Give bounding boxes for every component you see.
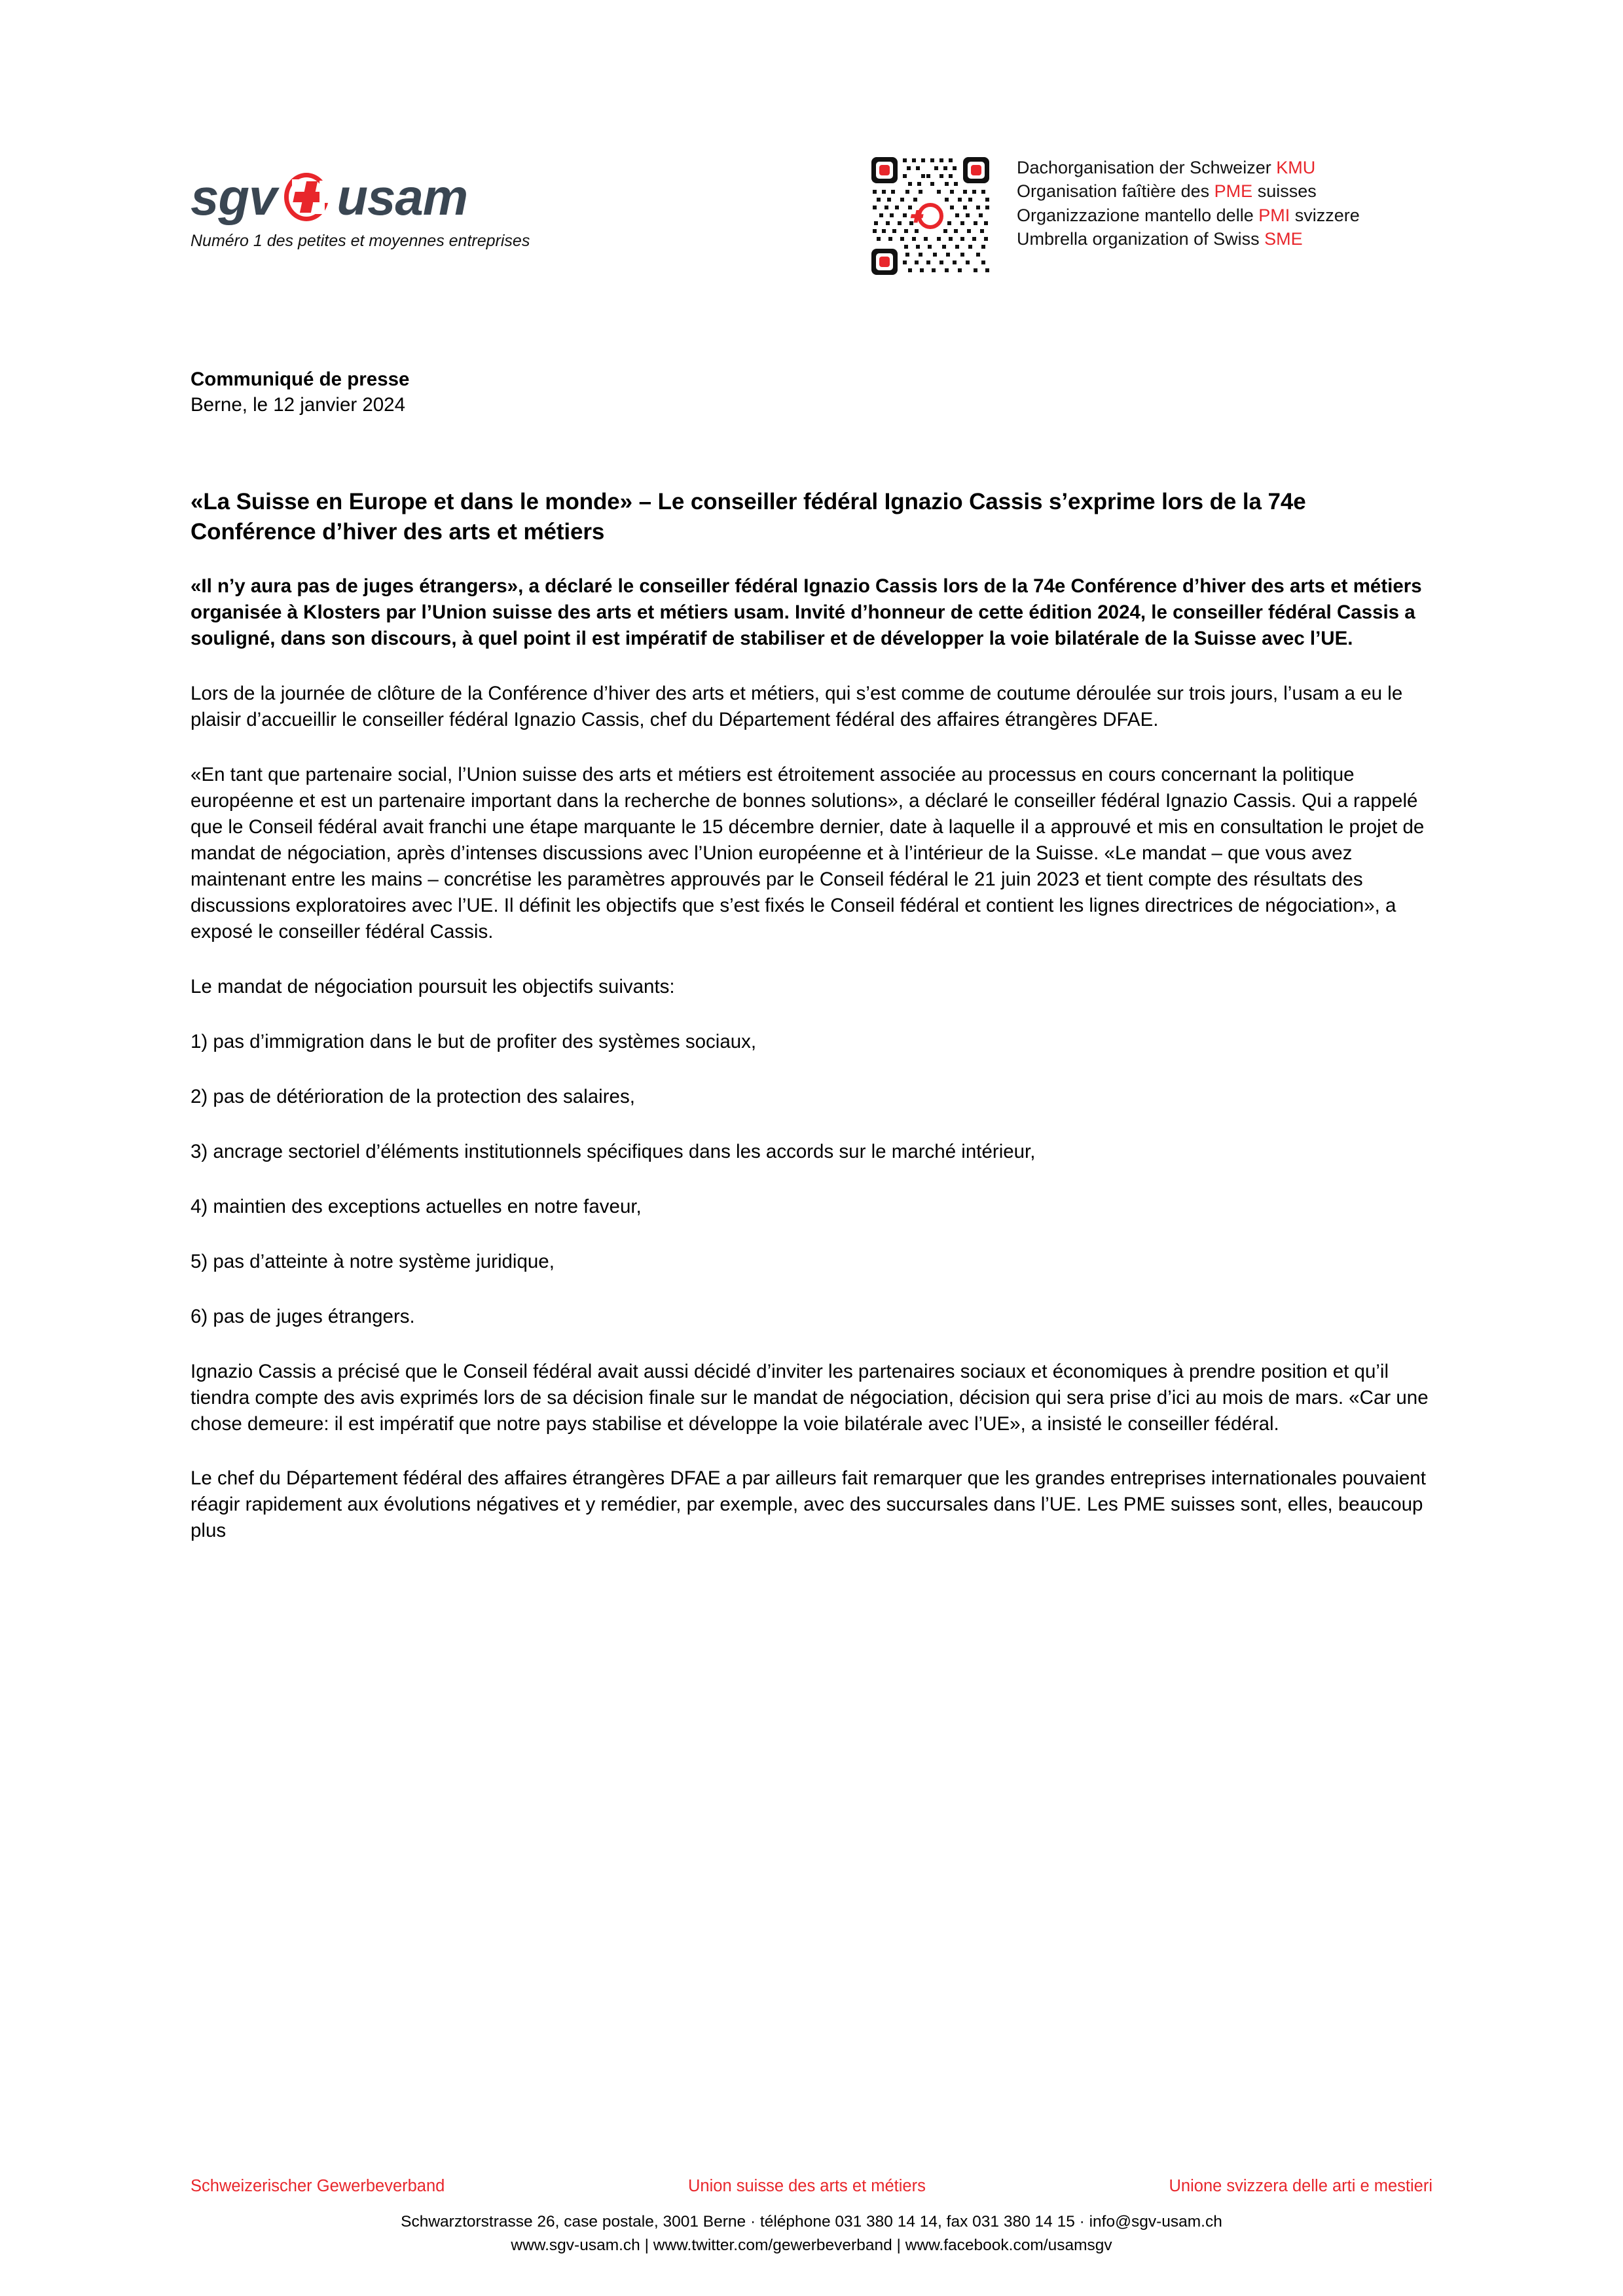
- header-language-it: [1017, 204, 1360, 227]
- body-paragraph-2: «En tant que partenaire social, l’Union suisse des arts et métiers est étroitement associée au processus en cours concernant la politique européenne et est un partenaire important dans la recherche de bonnes solutions», a déclaré le conseiller fédéral Ignazio Cassis. Qui a rappelé que le Conseil fédéral avait franchi une étape marquante le 15 décembre dernier, date à laquelle il a approuvé et mis en consultation le projet de mandat de négociation, après d’intenses discussions avec l’Union européenne et à l’intérieur de la Suisse. «Le mandat – que vous avez maintenant entre les mains – concrétise les paramètres approuvés par le Conseil fédéral le 21 juin 2023 et tient compte des résultats des discussions exploratoires avec l’UE. Il définit les objectifs que s’est fixés le Conseil fédéral et contient les lignes directrices de négociation», a exposé le conseiller fédéral Cassis.: [191, 764, 1425, 942]
- header-language-list: [1017, 156, 1360, 251]
- header-language-fr-suffix: suisses: [1252, 181, 1317, 202]
- header-language-it-suffix: svizzere: [1290, 205, 1360, 225]
- qr-code-icon[interactable]: [869, 154, 1000, 279]
- header-language-de-accent: KMU: [1276, 158, 1316, 177]
- header-language-de: [1017, 156, 1360, 179]
- header-language-en: [1017, 227, 1360, 251]
- sgv-usam-logo: [191, 168, 610, 251]
- logo-tagline: Numéro 1 des petites et moyennes entreprises: [191, 232, 530, 250]
- header-language-it-prefix: Organizzazione mantello delle: [1017, 205, 1259, 225]
- header-language-it-accent: PMI: [1258, 205, 1290, 225]
- objective-item-4: 4) maintien des exceptions actuelles en notre faveur,: [191, 1195, 642, 1217]
- header-qr-and-languages: [869, 154, 1360, 279]
- footer-org-name-fr: Union suisse des arts et métiers: [688, 2176, 926, 2195]
- body-paragraph-1: Lors de la journée de clôture de la Conférence d’hiver des arts et métiers, qui s’est comme de coutume déroulée sur trois jours, l’usam a eu le plaisir d’accueillir le conseiller fédéral Ignazio Cassis, chef du Département fédéral des affaires étrangères DFAE.: [191, 683, 1403, 731]
- logo-wordmark: [191, 168, 610, 226]
- header-language-de-prefix: Dachorganisation der Schweizer: [1017, 158, 1277, 177]
- objective-item-2: 2) pas de détérioration de la protection des salaires,: [191, 1085, 635, 1107]
- swiss-cross-roundel-icon: [283, 171, 334, 223]
- footer-contact-block: [0, 2210, 1623, 2257]
- header-language-fr-accent: PME: [1214, 181, 1253, 202]
- lead-paragraph: «Il n’y aura pas de juges étrangers», a déclaré le conseiller fédéral Ignazio Cassis lors de la 74e Conférence d’hiver des arts et métiers organisée à Klosters par l’Union suisse des arts et métiers usam. Invité d’honneur de cette édition 2024, le conseiller fédéral Cassis a souligné, dans son discours, à quel point il est impératif de stabiliser et de développer la voie bilatérale de la Suisse avec l’UE.: [191, 575, 1422, 650]
- page-footer: [0, 2176, 1623, 2257]
- logo-text-sgv: sgv: [191, 168, 277, 226]
- body-paragraph-5: Le chef du Département fédéral des affaires étrangères DFAE a par ailleurs fait remarquer que les grandes entreprises internationales pouvaient réagir rapidement aux évolutions négatives et y remédier, par exemple, avec des succursales dans l’UE. Les PME suisses sont, elles, beaucoup plus: [191, 1467, 1426, 1542]
- document-kind-label: Communiqué de presse: [191, 368, 410, 390]
- document-meta: [191, 367, 1433, 418]
- logo-text-usam: usam: [337, 168, 468, 226]
- page-title: «La Suisse en Europe et dans le monde» – Le conseiller fédéral Ignazio Cassis s’exprime lors de la 74e Conférence d’hiver des arts et métiers: [191, 489, 1306, 545]
- footer-address-line: Schwarztorstrasse 26, case postale, 3001 Berne · téléphone 031 380 14 14, fax 031 380 14 15 · info@sgv-usam.ch: [401, 2213, 1222, 2231]
- footer-organisation-names: [0, 2176, 1623, 2197]
- objective-item-3: 3) ancrage sectoriel d’éléments institutionnels spécifiques dans les accords sur le marché intérieur,: [191, 1140, 1036, 1162]
- footer-org-name-de: Schweizerischer Gewerbeverband: [191, 2176, 445, 2195]
- objective-item-5: 5) pas d’atteinte à notre système juridique,: [191, 1250, 555, 1272]
- body-paragraph-4: Ignazio Cassis a précisé que le Conseil fédéral avait aussi décidé d’inviter les partenaires sociaux et économiques à prendre position et qu’il tiendra compte des avis exprimés lors de sa décision finale sur le mandat de négociation, décision qui sera prise d’ici au mois de mars. «Car une chose demeure: il est impératif que notre pays stabilise et développe la voie bilatérale avec l’UE», a insisté le conseiller fédéral.: [191, 1360, 1429, 1435]
- footer-org-name-it: Unione svizzera delle arti e mestieri: [1169, 2176, 1432, 2195]
- document-body: [191, 367, 1433, 1544]
- header-language-en-accent: SME: [1264, 228, 1303, 249]
- header-language-fr: [1017, 179, 1360, 203]
- footer-web-line[interactable]: www.sgv-usam.ch | www.twitter.com/gewerbeverband | www.facebook.com/usamsgv: [511, 2236, 1112, 2254]
- objectives-intro: Le mandat de négociation poursuit les objectifs suivants:: [191, 975, 675, 997]
- document-place-date: Berne, le 12 janvier 2024: [191, 394, 406, 416]
- objective-item-6: 6) pas de juges étrangers.: [191, 1305, 415, 1327]
- header-language-fr-prefix: Organisation faîtière des: [1017, 181, 1214, 202]
- header-language-en-prefix: Umbrella organization of Swiss: [1017, 228, 1265, 249]
- objective-item-1: 1) pas d’immigration dans le but de profiter des systèmes sociaux,: [191, 1030, 757, 1052]
- page-header: [0, 154, 1623, 279]
